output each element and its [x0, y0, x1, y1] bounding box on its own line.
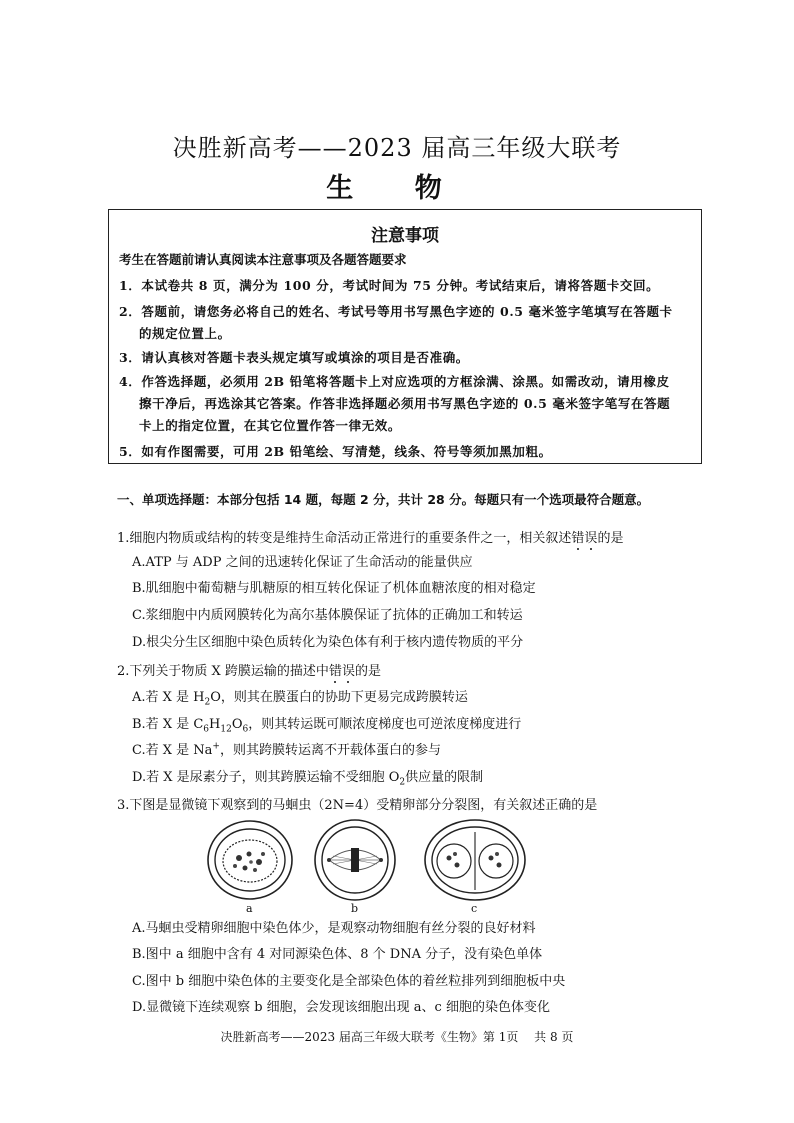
q3-option-d: D.显微镜下连续观察 b 细胞，会发现该细胞出现 a、c 细胞的染色体变化	[132, 1000, 550, 1015]
notice-line-3: 3．请认真核对答题卡表头规定填写或填涂的项目是否准确。	[119, 350, 469, 365]
section-heading: 一、单项选择题：本部分包括 14 题，每题 2 分，共计 28 分。每题只有一个选项最符合题意。	[117, 492, 650, 507]
q1-option-b: B.肌细胞中葡萄糖与肌糖原的相互转化保证了机体血糖浓度的相对稳定	[132, 581, 536, 596]
q2-stem: 2.下列关于物质 X 跨膜运输的描述中错误的是	[117, 660, 381, 679]
notice-line-2-cont: 的规定位置上。	[139, 326, 231, 341]
subject-title: 生 物	[326, 173, 468, 204]
figure-label-c: c	[471, 902, 478, 915]
cell-division-figure	[205, 818, 595, 918]
notice-line-4-cont1: 擦干净后，再选涂其它答案。作答非选择题必须用书写黑色字迹的 0.5 毫米签字笔写在答题	[139, 396, 671, 411]
q2-option-b: B.若 X 是 $C_6H_{12}O_6$，则其转运既可顺浓度梯度也可逆浓度梯度进行	[132, 717, 522, 735]
cell-a-drawing	[208, 821, 292, 899]
cell-b-drawing	[315, 820, 395, 900]
q1-option-d: D.根尖分生区细胞中染色质转化为染色体有利于核内遗传物质的平分	[132, 635, 524, 650]
exam-title: 决胜新高考——2023 届高三年级大联考	[172, 134, 622, 162]
notice-line-4-cont2: 卡上的指定位置，在其它位置作答一律无效。	[139, 418, 402, 433]
q1-stem: 1.细胞内物质或结构的转变是维持生命活动正常进行的重要条件之一，相关叙述错误的是	[117, 527, 623, 546]
q3-option-b: B.图中 a 细胞中含有 4 对同源染色体、8 个 DNA 分子，没有染色单体	[132, 947, 543, 962]
q2-option-a: A.若 X 是 $H_2O$，则其在膜蛋白的协助下更易完成跨膜转运	[132, 690, 468, 708]
q3-option-a: A.马蛔虫受精卵细胞中染色体少，是观察动物细胞有丝分裂的良好材料	[132, 921, 536, 936]
q3-option-c: C.图中 b 细胞中染色体的主要变化是全部染色体的着丝粒排列到细胞板中央	[132, 974, 566, 989]
notice-title: 注意事项	[371, 226, 439, 246]
notice-line-5: 5．如有作图需要，可用 2B 铅笔绘、写清楚，线条、符号等须加黑加粗。	[119, 444, 552, 459]
figure-label-b: b	[351, 902, 359, 915]
page-footer: 决胜新高考——2023 届高三年级大联考《生物》第 1页 共 8 页	[220, 1030, 574, 1044]
q2-option-d: D.若 X 是尿素分子，则其跨膜运输不受细胞 $O_2$供应量的限制	[132, 770, 484, 788]
notice-intro: 考生在答题前请认真阅读本注意事项及各题答题要求	[119, 252, 407, 267]
notice-box	[108, 209, 702, 464]
cell-c-drawing	[425, 820, 525, 900]
cell-division-illustration	[205, 818, 595, 903]
notice-line-4: 4．作答选择题，必须用 2B 铅笔将答题卡上对应选项的方框涂满、涂黑。如需改动，请用橡皮	[119, 374, 670, 389]
q3-stem: 3.下图是显微镜下观察到的马蛔虫（2N=4）受精卵部分分裂图，有关叙述正确的是	[117, 798, 598, 813]
q2-option-c: C.若 X 是 Na+，则其跨膜转运离不开载体蛋白的参与	[132, 741, 441, 758]
q1-option-c: C.浆细胞中内质网膜转化为高尔基体膜保证了抗体的正确加工和转运	[132, 608, 523, 623]
q1-option-a: A.ATP 与 ADP 之间的迅速转化保证了生命活动的能量供应	[132, 555, 473, 570]
notice-line-2: 2．答题前，请您务必将自己的姓名、考试号等用书写黑色字迹的 0.5 毫米签字笔填写在答题卡	[119, 304, 673, 319]
notice-line-1: 1．本试卷共 8 页，满分为 100 分，考试时间为 75 分钟。考试结束后，请将答题卡交回。	[119, 278, 660, 293]
figure-label-a: a	[246, 902, 253, 915]
